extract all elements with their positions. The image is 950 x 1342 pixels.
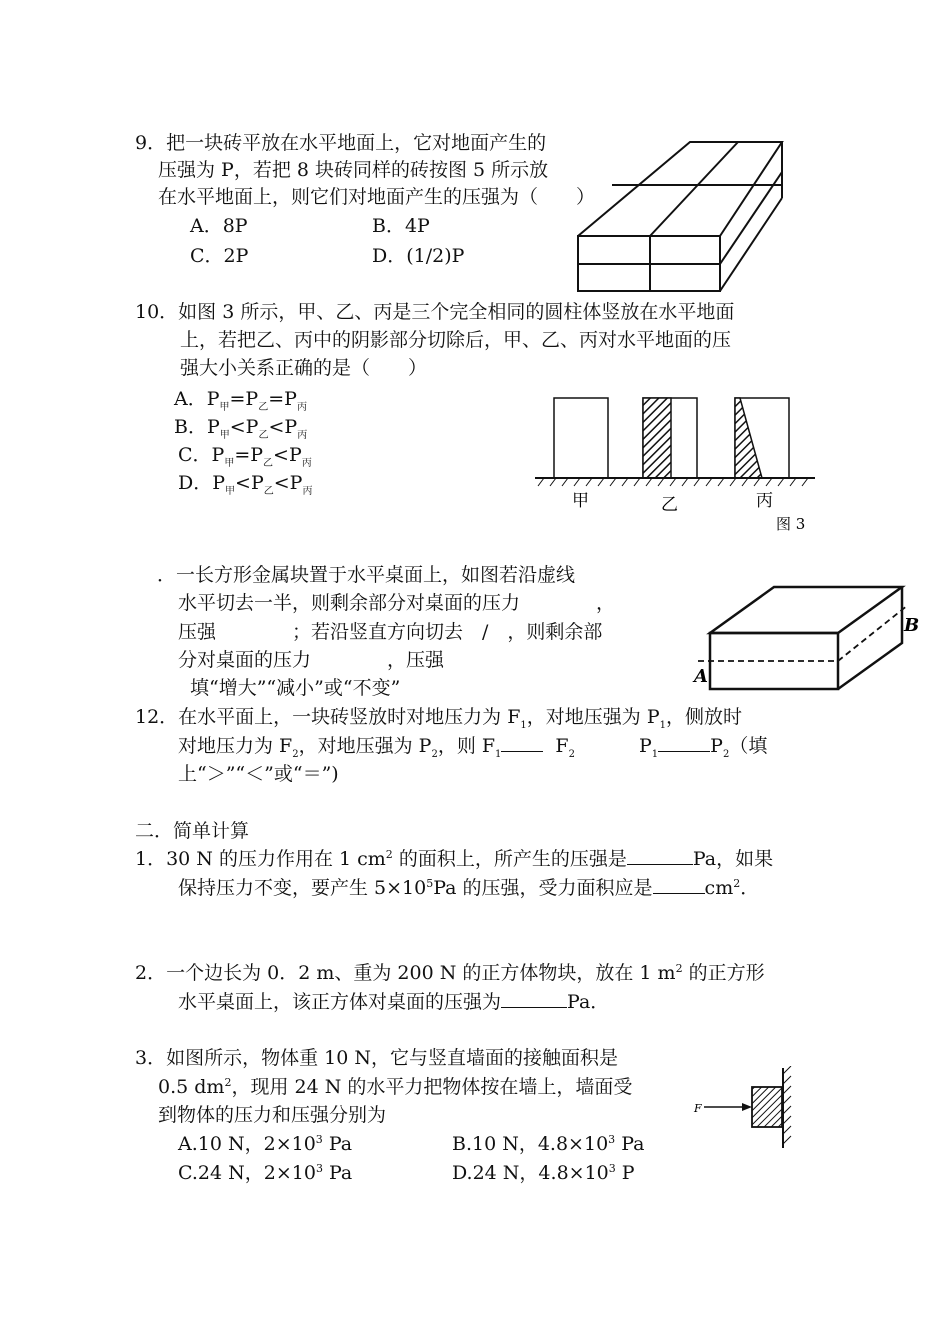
q10-line3: 强大小关系正确的是（ ） (180, 357, 428, 379)
q9-line2: 压强为 P，若把 8 块砖同样的砖按图 5 所示放 (158, 159, 549, 181)
calc2-line1: 2．一个边长为 0．2 m、重为 200 N 的正方体物块，放在 1 $m^2$ 的正方形 (135, 962, 765, 984)
label-a: A (694, 666, 708, 687)
q11-line5: 填“增大”“减小”或“不变” (190, 677, 401, 699)
q9-line1: 9．把一块砖平放在水平地面上，它对地面产生的 (135, 132, 547, 154)
q9-option-a: A．8P (190, 215, 248, 237)
calc3-option-a: A.10 N，$2\times 10^3$ Pa (178, 1133, 353, 1155)
q11-line3: 压强 ；若沿竖直方向切去 / ，则剩余部 (178, 621, 603, 643)
q10-option-a: A．$P_甲=P_乙=P_丙$ (174, 388, 307, 413)
q10-option-b: B．$P_甲<P_乙<P_丙$ (174, 416, 308, 441)
wall-force-figure (690, 1066, 805, 1151)
q9-option-d: D．(1/2)P (372, 245, 465, 267)
calc3-line2: 0.5 $dm^2$，现用 24 N 的水平力把物体按在墙上，墙面受 (158, 1076, 633, 1098)
q12-line1: 12．在水平面上，一块砖竖放时对地压力为 $F_1$，对地压强为 $P_1$，侧放时 (135, 706, 742, 731)
calc1-line2: 保持压力不变，要产生 $5\times 10^5Pa$ 的压强，受力面积应是 $cm^2$． (178, 877, 760, 899)
calc2-line2: 水平桌面上，该正方体对桌面的压强为 Pa． (178, 991, 610, 1013)
cylinders-figure (530, 390, 820, 540)
q11-line4: 分对桌面的压力 ，压强 (178, 649, 445, 671)
calc3-option-b: B.10 N，$4.8\times 10^3$ Pa (452, 1133, 645, 1155)
calc3-line1: 3．如图所示，物体重 10 N，它与竖直墙面的接触面积是 (135, 1047, 618, 1069)
q12-line2: 对地压力为 $F_2$，对地压强为 $P_2$，则 $F_1$ $F_2$ $P_1$ $P_2$（填 (178, 735, 768, 760)
label-jia: 甲 (572, 491, 589, 511)
label-b: B (904, 615, 920, 636)
metal-block-figure (690, 575, 925, 695)
label-bing: 丙 (756, 491, 773, 511)
calc3-option-c: C.24 N，$2\times 10^3$ Pa (178, 1162, 353, 1184)
section-title: 二．简单计算 (135, 820, 250, 842)
calc1-line1: 1．30 N 的压力作用在 1 $cm^2$ 的面积上，所产生的压强是 Pa，如果 (135, 848, 774, 870)
q11-line1: ．一长方形金属块置于水平桌面上，如图若沿虚线 (157, 564, 576, 586)
brick-stack-figure (570, 135, 800, 300)
q9-line3: 在水平地面上，则它们对地面产生的压强为（ ） (158, 186, 596, 208)
q10-line1: 10．如图 3 所示，甲、乙、丙是三个完全相同的圆柱体竖放在水平地面 (135, 301, 735, 323)
q10-line2: 上，若把乙、丙中的阴影部分切除后，甲、乙、丙对水平地面的压 (180, 329, 732, 351)
q9-option-b: B．4P (372, 215, 430, 237)
cylinder-jia (554, 398, 608, 478)
q10-option-c: C．$P_甲=P_乙<P_丙$ (178, 444, 312, 469)
object-block (752, 1087, 782, 1127)
q12-line3: 上“＞”“＜”或“＝”) (178, 763, 339, 785)
calc3-line3: 到物体的压力和压强分别为 (158, 1104, 387, 1126)
fig3-caption: 图 3 (776, 515, 806, 533)
force-label: F (694, 1102, 702, 1115)
calc3-option-d: D.24 N，$4.8\times 10^3$ P (452, 1162, 635, 1184)
q10-option-d: D．$P_甲<P_乙<P_丙$ (178, 472, 313, 497)
label-yi: 乙 (661, 495, 678, 515)
q9-option-c: C．2P (190, 245, 249, 267)
q11-line2: 水平切去一半，则剩余部分对桌面的压力 ， (178, 592, 616, 614)
